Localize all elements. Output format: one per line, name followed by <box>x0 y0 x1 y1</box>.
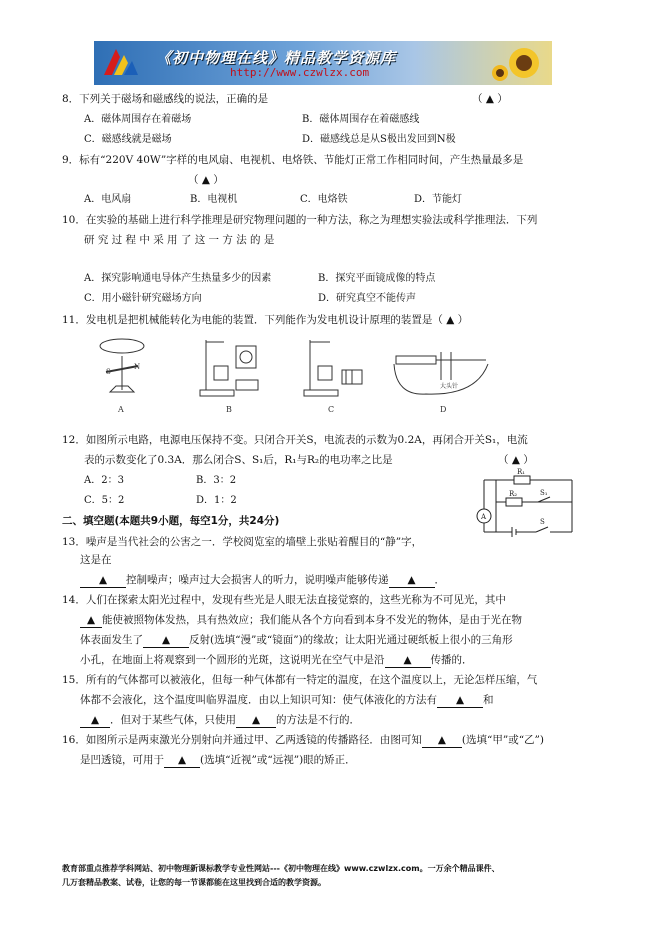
q14-blank-1[interactable]: ▲ <box>80 613 102 628</box>
q15-line2: 体都不会液化，这个温度叫临界温度．由以上知识可知：使气体液化的方法有 ▲ 和 <box>80 694 494 706</box>
q14-line2: ▲ 能使被照物体发热，具有热效应；我们能从各个方向看到本身不发光的物体，是由于光在物 <box>80 613 522 628</box>
q16-line1: 16．如图所示是两束激光分别射向并通过甲、乙两透镜的传播路径．由图可知 ▲ (选填“甲”或“乙”) <box>62 734 545 746</box>
q11-fig-nail-label: 大头针 <box>440 383 459 390</box>
q12-stem-line2: 表的示数变化了0.3A．那么闭合S、S₁后，R₁与R₂的电功率之比是 <box>84 454 393 466</box>
q8-option-a: A．磁体周围存在着磁场 <box>84 114 192 125</box>
q12-option-c: C．5：2 <box>84 495 125 506</box>
q9-answer-mark: （ ▲ ） <box>188 174 224 186</box>
q8-option-d: D．磁感线总是从S极出发回到N极 <box>302 134 456 145</box>
q14-blank-2[interactable]: ▲ <box>143 633 189 648</box>
q10-stem-line2: 研 究 过 程 中 采 用 了 这 一 方 法 的 是 <box>84 234 275 246</box>
q11-fig-label-a: A <box>118 405 124 414</box>
q10-option-b: B．探究平面镜成像的特点 <box>318 273 436 284</box>
q9-option-b: B．电视机 <box>190 194 238 205</box>
q10-option-a: A．探究影响通电导体产生热量多少的因素 <box>84 273 272 284</box>
q12-fig-ammeter-label: A <box>481 513 487 521</box>
q15-line3: ▲ ．但对于某些气体，只使用 ▲ 的方法是不行的． <box>80 713 360 728</box>
q10-stem-line1: 10．在实验的基础上进行科学推理是研究物理问题的一种方法，称之为理想实验法或科学推理法．下列 <box>62 214 538 226</box>
q12-option-b: B．3：2 <box>196 475 237 486</box>
banner-url[interactable]: http://www.czwlzx.com <box>230 66 370 79</box>
q11-fig-s-label: S <box>106 368 111 376</box>
q13-line2: 这是在 <box>80 554 112 566</box>
q12-answer-mark: （ ▲ ） <box>498 454 534 466</box>
q11-fig-label-b: B <box>226 405 232 414</box>
q10-option-c: C．用小磁针研究磁场方向 <box>84 293 202 304</box>
q12-fig-s-label: S <box>540 518 545 526</box>
q12-fig-r2-label: R₂ <box>509 490 518 498</box>
q14-line1: 14．人们在探索太阳光过程中，发现有些光是人眼无法直接觉察的，这些光称为不可见光，其中 <box>62 594 506 606</box>
q16-blank-1[interactable]: ▲ <box>422 733 462 748</box>
q11-fig-n-label: N <box>134 363 141 371</box>
q13-line3: ▲ 控制噪声；噪声过大会损害人的听力，说明噪声能够传递 ▲ ． <box>80 573 445 588</box>
q9-option-a: A．电风扇 <box>84 194 132 205</box>
q9-option-d: D．节能灯 <box>414 194 463 205</box>
q12-fig-s1-label: S₁ <box>540 489 548 497</box>
q13-line1: 13．噪声是当代社会的公害之一．学校阅览室的墙壁上张贴着醒目的“静”字， <box>62 536 423 548</box>
site-logo-icon <box>98 45 142 81</box>
q12-option-d: D．1：2 <box>196 495 237 506</box>
q11-stem: 11．发电机是把机械能转化为电能的装置．下列能作为发电机设计原理的装置是（ ▲ ） <box>62 314 469 326</box>
q15-blank-1[interactable]: ▲ <box>437 693 483 708</box>
q12-stem-line1: 12．如图所示电路，电源电压保持不变。只闭合开关S，电流表的示数为0.2A，再闭合开关S₁，电流 <box>62 434 528 446</box>
q16-blank-2[interactable]: ▲ <box>164 753 200 768</box>
q15-blank-3[interactable]: ▲ <box>236 713 276 728</box>
section-fill-in-title: 二、填空题(本题共9小题，每空1分，共24分) <box>62 515 280 527</box>
footer-line-2: 几万套精品教案、试卷，让您的每一节课都能在这里找到合适的教学资源。 <box>62 878 326 887</box>
q15-blank-2[interactable]: ▲ <box>80 713 110 728</box>
q11-fig-label-d: D <box>440 405 447 414</box>
banner-title: 《初中物理在线》精品教学资源库 <box>156 49 397 67</box>
q11-apparatus-figure <box>96 336 500 414</box>
q9-stem: 9．标有“220V 40W”字样的电风扇、电视机、电烙铁、节能灯正常工作相同时间，产生热量最多是 <box>62 154 524 166</box>
q9-option-c: C．电烙铁 <box>300 194 348 205</box>
q15-line1: 15．所有的气体都可以被液化，但每一种气体都有一特定的温度，在这个温度以上，无论怎样压缩，气 <box>62 674 538 686</box>
q13-blank-1[interactable]: ▲ <box>80 573 126 588</box>
q11-fig-label-c: C <box>328 405 335 414</box>
q14-line4: 小孔，在地面上将观察到一个圆形的光斑，这说明光在空气中是沿 ▲ 传播的． <box>80 654 473 666</box>
q8-option-b: B．磁体周围存在着磁感线 <box>302 114 420 125</box>
footer-line-1: 教育部重点推荐学科网站、初中物理新课标教学专业性网站---《初中物理在线》www.czwlzx.com。一万余个精品课件、 <box>62 864 500 873</box>
q12-option-a: A．2：3 <box>84 475 124 486</box>
q14-blank-3[interactable]: ▲ <box>385 653 431 668</box>
q10-option-d: D．研究真空不能传声 <box>318 293 417 304</box>
q16-line2: 是凹透镜，可用于 ▲ (选填“近视”或“远视”)眼的矫正． <box>80 754 356 766</box>
q8-option-c: C．磁感线就是磁场 <box>84 134 172 145</box>
q12-circuit-figure <box>476 466 582 542</box>
header-banner <box>94 41 552 85</box>
q13-blank-2[interactable]: ▲ <box>389 573 435 588</box>
q14-line3: 体表面发生了 ▲ 反射(选填“漫”或“镜面”)的缘故；让太阳光通过硬纸板上很小的三角形 <box>80 634 513 646</box>
q12-fig-r1-label: R₁ <box>517 468 526 476</box>
sunflower-icon <box>488 43 548 83</box>
q8-stem: 8．下列关于磁场和磁感线的说法，正确的是 <box>62 93 269 105</box>
q8-answer-mark: （ ▲ ） <box>472 93 508 105</box>
